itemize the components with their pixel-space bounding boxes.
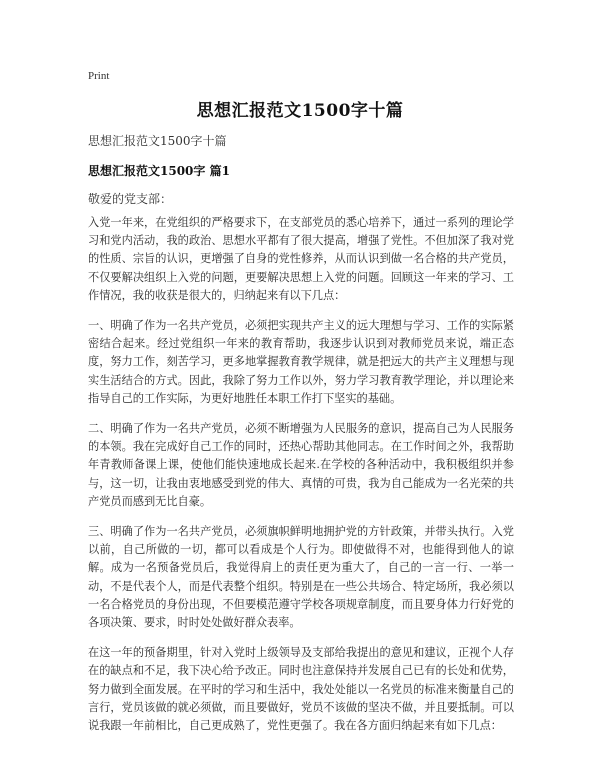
paragraph-point-2: 二、明确了作为一名共产党员，必须不断增强为人民服务的意识，提高自己为人民服务的本领。我在完成好自己工作的同时，还热心帮助其他同志。在工作时间之外，我帮助年青教师备课上课，使他们能快速地成长起来.在学校的各种活动中，我积极组织并参与，这一切，让我由衷地感受到党的伟大、真情的可贵，我为自己能成为一名光荣的共产党员而感到无比自豪。 [88, 422, 514, 508]
paragraph-intro: 入党一年来，在党组织的严格要求下，在支部党员的悉心培养下，通过一系列的理论学习和党内活动，我的政治、思想水平都有了很大提高，增强了党性。不但加深了我对党的性质、宗旨的认识，更增强了自身的党性修养，从而认识到做一名合格的共产党员，不仅要解决组织上入党的问题，更要解决思想上入党的问题。回顾这一年来的学习、工作情况，我的收获是很大的，归纳起来有以下几点： [88, 216, 514, 302]
paragraph-point-1: 一、明确了作为一名共产党员，必须把实现共产主义的远大理想与学习、工作的实际紧密结合起来。经过党组织一年来的教育帮助，我逐步认识到对教师党员来说，端正态度，努力工作，刻苦学习，更多地掌握教育教学规律，就是把远大的共产主义理想与现实生活结合的方式。因此，我除了努力工作以外，努力学习教育教学理论，并以理论来指导自己的工作实际，为更好地胜任本职工作打下坚实的基础。 [88, 319, 514, 405]
document-title: 思想汇报范文1500字十篇 [196, 101, 404, 121]
print-label: Print [88, 70, 110, 82]
document-subtitle: 思想汇报范文1500字十篇 [88, 134, 227, 148]
paragraph-summary: 在这一年的预备期里，针对入党时上级领导及支部给我提出的意见和建议，正视个人存在的缺点和不足，我下决心给予改正。同时也注意保持并发展自己已有的长处和优势，努力做到全面发展。在平时的学习和生活中，我处处能以一名党员的标准来衡量自己的言行，党员该做的就必须做，而且要做好，党员不该做的坚决不做，并且要抵制。可以说我跟一年前相比，自己更成熟了，党性更强了。我在各方面归纳起来有如下几点： [88, 646, 514, 733]
paragraph-point-3: 三、明确了作为一名共产党员，必须旗帜鲜明地拥护党的方针政策，并带头执行。入党以前，自己所做的一切，都可以看成是个人行为。即使做得不对，也能得到他人的谅解。成为一名预备党员后，我觉得肩上的责任更为重大了，自己的一言一行、一举一动，不是代表个人，而是代表整个组织。特别是在一些公共场合、特定场所，我必须以一名合格党员的身份出现，不但要模范遵守学校各项规章制度，而且要身体力行好党的各项决策、要求，时时处处做好群众表率。 [88, 525, 514, 630]
section-heading: 思想汇报范文1500字 篇1 [88, 164, 230, 178]
document-body [88, 214, 514, 747]
salutation: 敬爱的党支部： [88, 192, 173, 206]
